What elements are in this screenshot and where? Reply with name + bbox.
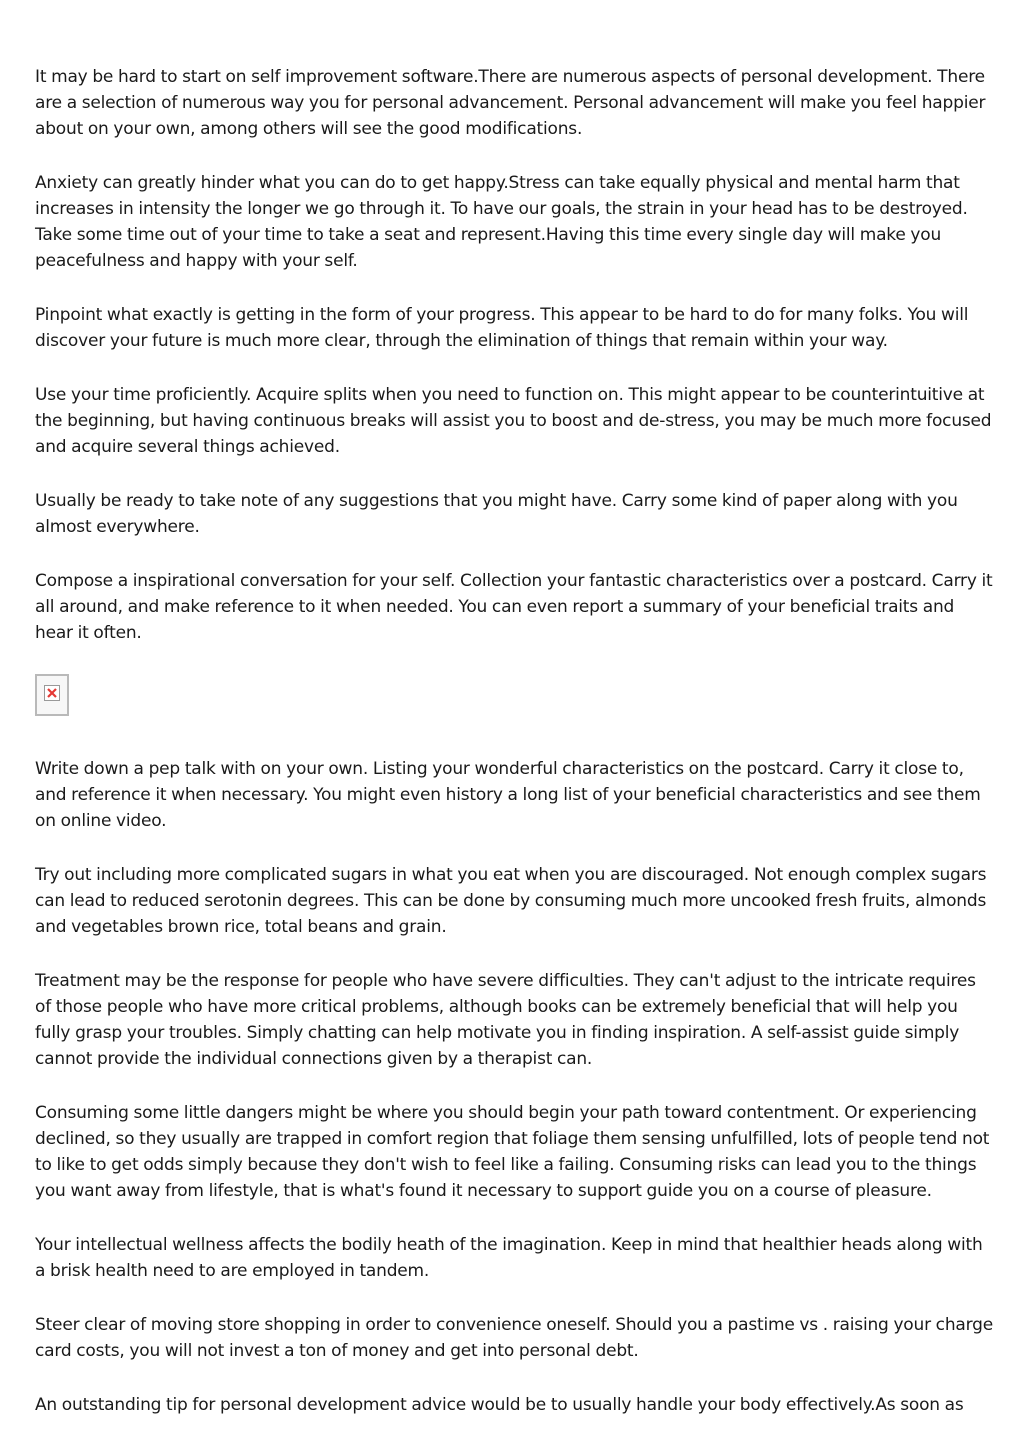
paragraph: Consuming some little dangers might be where you should begin your path toward contentment. Or experiencing declined, so they usually are trapped in comfort region that foliage them sensing unfulfilled, lots of people tend not to like to get odds simply because they don't wish to feel like a failing. Consuming risks can lead you to the things you want away from lifestyle, that is what's found it necessary to support guide you on a course of pleasure. — [35, 1103, 990, 1201]
paragraph: Usually be ready to take note of any suggestions that you might have. Carry some kind of paper along with you almost everywhere. — [35, 491, 958, 537]
broken-image-placeholder — [35, 674, 69, 716]
paragraph: Steer clear of moving store shopping in order to convenience oneself. Should you a pastime vs . raising your charge card costs, you will not invest a ton of money and get into personal debt. — [35, 1315, 993, 1361]
paragraph: Use your time proficiently. Acquire splits when you need to function on. This might appear to be counterintuitive at the beginning, but having continuous breaks will assist you to boost and de-stress, you may be much more focused and acquire several things achieved. — [35, 385, 992, 457]
paragraph: Your intellectual wellness affects the bodily heath of the imagination. Keep in mind that healthier heads along with a brisk health need to are employed in tandem. — [35, 1235, 983, 1281]
paragraph: Treatment may be the response for people who have severe difficulties. They can't adjust to the intricate requires of those people who have more critical problems, although books can be extremely beneficial that will help you fully grasp your troubles. Simply chatting can help motivate you in finding inspiration. A self-assist guide simply cannot provide the individual connections given by a therapist can. — [35, 971, 976, 1069]
broken-image-icon — [44, 685, 60, 701]
paragraph: Try out including more complicated sugars in what you eat when you are discouraged. Not enough complex sugars can lead to reduced serotonin degrees. This can be done by consuming much more uncooked fresh fruits, almonds and vegetables brown rice, total beans and grain. — [35, 865, 987, 937]
close-x-glyph — [47, 688, 57, 698]
paragraph: Anxiety can greatly hinder what you can do to get happy.Stress can take equally physical and mental harm that increases in intensity the longer we go through it. To have our goals, the strain in your head has to be destroyed. Take some time out of your time to take a seat and represent.Having this time every single day will make you peacefulness and happy with your self. — [35, 173, 968, 271]
article-body — [35, 64, 995, 1446]
paragraph: It may be hard to start on self improvement software.There are numerous aspects of personal development. There are a selection of numerous way you for personal advancement. Personal advancement will make you feel happier about on your own, among others will see the good modifications. — [35, 67, 986, 139]
paragraph: An outstanding tip for personal development advice would be to usually handle your body effectively.As soon as — [35, 1395, 964, 1415]
paragraph: Pinpoint what exactly is getting in the form of your progress. This appear to be hard to do for many folks. You will discover your future is much more clear, through the elimination of things that remain within your way. — [35, 305, 969, 351]
paragraph: Compose a inspirational conversation for your self. Collection your fantastic characteristics over a postcard. Carry it all around, and make reference to it when needed. You can even report a summary of your beneficial traits and hear it often. — [35, 571, 993, 643]
paragraph: Write down a pep talk with on your own. Listing your wonderful characteristics on the postcard. Carry it close to, and reference it when necessary. You might even history a long list of your beneficial characteristics and see them on online video. — [35, 759, 981, 831]
